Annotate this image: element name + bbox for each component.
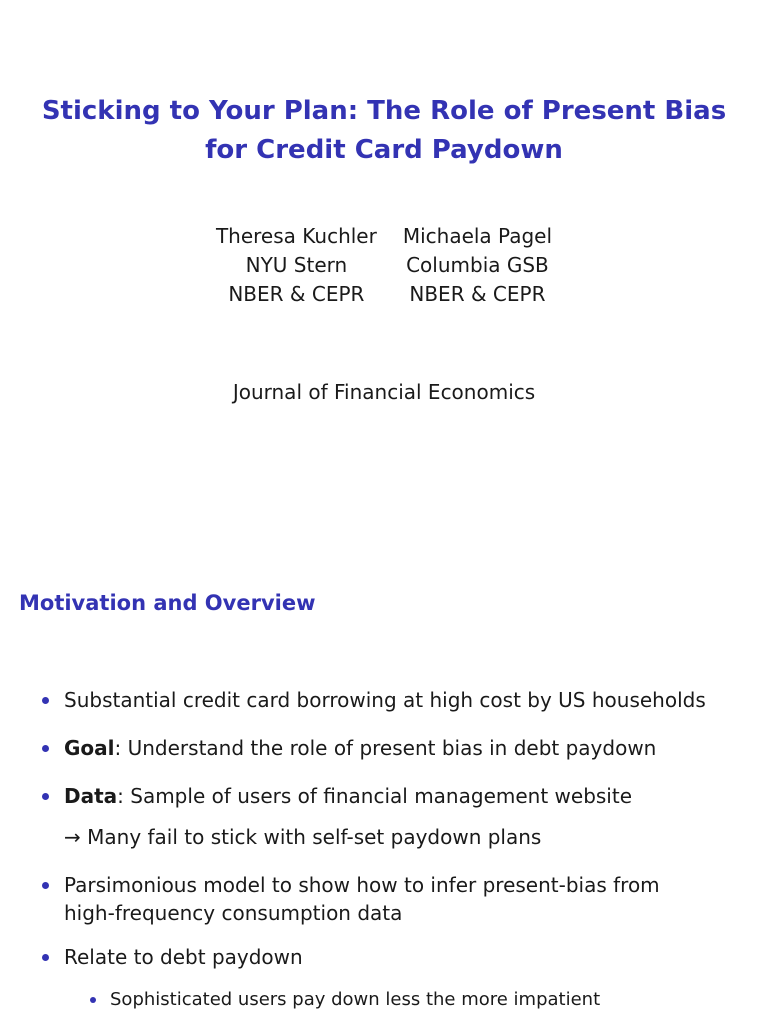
bullet-dot <box>42 882 49 889</box>
bullet-dot <box>42 697 49 704</box>
bullet-dot <box>42 793 49 800</box>
author-1 <box>216 222 377 309</box>
authors-block <box>0 222 768 309</box>
author-1-extra: NBER & CEPR <box>228 282 365 306</box>
author-2 <box>403 222 552 309</box>
journal-name: Journal of Financial Economics <box>232 380 536 404</box>
bullet-4-text <box>64 871 744 927</box>
bullet-1-text: Substantial credit card borrowing at high cost by US households <box>64 688 706 712</box>
slide-title <box>0 92 768 170</box>
bullet-4-line-1: Parsimonious model to show how to infer present-bias from <box>64 873 660 897</box>
bullet-2-rest: : Understand the role of present bias in debt paydown <box>114 736 657 760</box>
author-1-affiliation: NYU Stern <box>245 253 348 277</box>
sub-bullet-dot <box>90 997 96 1003</box>
section-title: Motivation and Overview <box>19 591 316 615</box>
author-2-extra: NBER & CEPR <box>409 282 546 306</box>
title-line-1: Sticking to Your Plan: The Role of Present Bias <box>41 96 727 126</box>
bullet-2-bold: Goal <box>64 736 115 760</box>
arrow-icon: → <box>64 825 81 849</box>
bullet-5-text: Relate to debt paydown <box>64 945 303 969</box>
bullet-3-bold: Data <box>64 784 118 808</box>
author-2-affiliation: Columbia GSB <box>406 253 549 277</box>
bullet-3-rest: : Sample of users of financial management website <box>117 784 633 808</box>
bullet-dot <box>42 745 49 752</box>
bullet-4-line-2: high-frequency consumption data <box>64 901 403 925</box>
title-line-2: for Credit Card Paydown <box>205 135 563 165</box>
bullet-3-sub-text: Many fail to stick with self-set paydown plans <box>87 825 542 849</box>
bullet-2-text <box>64 734 744 762</box>
bullet-3-subline <box>64 823 541 851</box>
bullet-dot <box>42 954 49 961</box>
author-1-name: Theresa Kuchler <box>215 224 377 248</box>
bullet-5-sub-1-text: Sophisticated users pay down less the more impatient <box>110 989 601 1010</box>
author-2-name: Michaela Pagel <box>402 224 553 248</box>
bullet-3-text <box>64 782 744 810</box>
